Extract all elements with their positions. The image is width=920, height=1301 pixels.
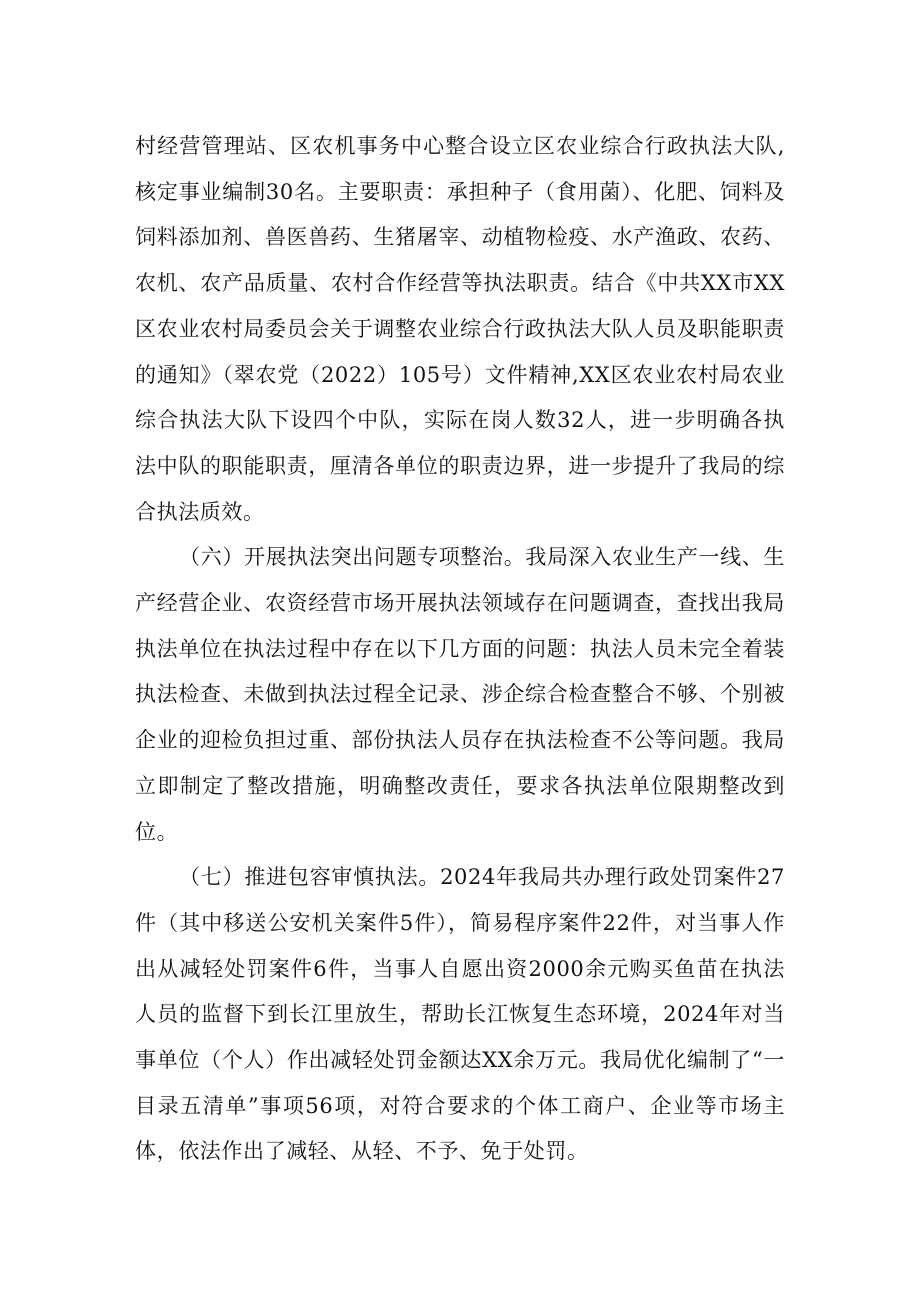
paragraph-section-6: （六）开展执法突出问题专项整治。我局深入农业生产一线、生产经营企业、农资经营市场开展执法领域存在问题调查，查找出我局执法单位在执法过程中存在以下几方面的问题：执法人员未完全着装执法检查、未做到执法过程全记录、涉企综合检查整合不够、个别被企业的迎检负担过重、部份执法人员存在执法检查不公等问题。我局立即制定了整改措施，明确整改责任，要求各执法单位限期整改到位。 <box>135 545 785 844</box>
document-body <box>135 124 785 1175</box>
paragraph-continued: 村经营管理站、区农机事务中心整合设立区农业综合行政执法大队,核定事业编制30名。主要职责：承担种子（食用菌）、化肥、饲料及饲料添加剂、兽医兽药、生猪屠宰、动植物检疫、水产渔政、农药、农机、农产品质量、农村合作经营等执法职责。结合《中共XX市XX区农业农村局委员会关于调整农业综合行政执法大队人员及职能职责的通知》（翠农党（2022）105号）文件精神,XX区农业农村局农业综合执法大队下设四个中队，实际在岗人数32人，进一步明确各执法中队的职能职责，厘清各单位的职责边界，进一步提升了我局的综合执法质效。 <box>135 134 785 524</box>
paragraph-section-7: （七）推进包容审慎执法。2024年我局共办理行政处罚案件27件（其中移送公安机关案件5件），简易程序案件22件，对当事人作出从减轻处罚案件6件，当事人自愿出资2000余元购买鱼苗在执法人员的监督下到长江里放生，帮助长江恢复生态环境，2024年对当事单位（个人）作出减轻处罚金额达XX余万元。我局优化编制了“一目录五清单”事项56项，对符合要求的个体工商户、企业等市场主体，依法作出了减轻、从轻、不予、免于处罚。 <box>135 865 785 1164</box>
